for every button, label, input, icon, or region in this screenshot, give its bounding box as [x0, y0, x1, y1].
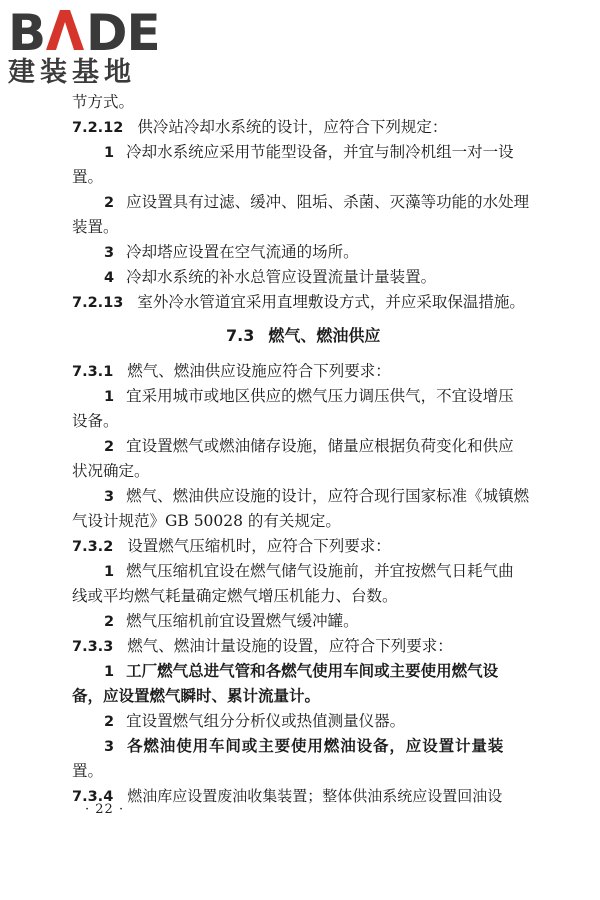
page-number: · 22 · — [85, 802, 125, 817]
clause-number: 7.3.4 — [72, 789, 114, 805]
list-item: 1 冷却水系统应采用节能型设备，并宜与制冷机组一对一设 — [104, 143, 514, 161]
text-line: 线或平均燃气耗量确定燃气增压机能力、台数。 — [72, 587, 398, 605]
list-item: 1 燃气压缩机宜设在燃气储气设施前，并宜按燃气日耗气曲 — [104, 562, 514, 580]
svg-text:B: B — [8, 4, 46, 56]
clause-7-3-3: 7.3.3 燃气、燃油计量设施的设置，应符合下列要求： — [72, 637, 453, 655]
svg-text:DE: DE — [86, 4, 160, 56]
clause-7-3-4: 7.3.4 燃油库应设置废油收集装置；整体供油系统应设置回油设 — [72, 787, 503, 805]
list-item: 4 冷却水系统的补水总管应设置流量计量装置。 — [104, 268, 437, 286]
clause-number: 7.2.12 — [72, 120, 124, 136]
text-line: 备，应设置燃气瞬时、累计流量计。 — [72, 686, 321, 705]
list-item: 2 应设置具有过滤、缓冲、阻垢、杀菌、灭藻等功能的水处理 — [104, 193, 530, 211]
clause-number: 7.3.2 — [72, 539, 114, 555]
list-item: 3 燃气、燃油供应设施的设计，应符合现行国家标准《城镇燃 — [104, 487, 530, 505]
list-item: 3 各燃油使用车间或主要使用燃油设备，应设置计量装 — [104, 736, 505, 755]
list-item: 3 冷却塔应设置在空气流通的场所。 — [104, 243, 359, 261]
clause-number: 7.3.1 — [72, 364, 114, 380]
text-line: 置。 — [72, 762, 104, 780]
list-item: 2 宜设置燃气组分分析仪或热值测量仪器。 — [104, 712, 406, 730]
clause-number: 7.2.13 — [72, 295, 124, 311]
text-line: 状况确定。 — [72, 462, 150, 480]
clause-7-2-12: 7.2.12 供冷站冷却水系统的设计，应符合下列规定： — [72, 118, 448, 136]
text-line: 装置。 — [72, 218, 119, 236]
text-line: 节方式。 — [72, 93, 135, 111]
list-item: 2 宜设置燃气或燃油储存设施，储量应根据负荷变化和供应 — [104, 437, 514, 455]
list-item: 2 燃气压缩机前宜设置燃气缓冲罐。 — [104, 612, 359, 630]
section-heading: 7.3 燃气、燃油供应 — [226, 326, 381, 345]
text-line: 置。 — [72, 168, 104, 186]
text-line: 设备。 — [72, 412, 119, 430]
clause-number: 7.3.3 — [72, 639, 114, 655]
logo-subtitle: 建装基地 — [8, 57, 136, 88]
text-line: 气设计规范》GB 50028 的有关规定。 — [72, 512, 341, 530]
list-item: 1 工厂燃气总进气管和各燃气使用车间或主要使用燃气设 — [104, 661, 499, 680]
clause-7-3-1: 7.3.1 燃气、燃油供应设施应符合下列要求： — [72, 362, 391, 380]
clause-7-3-2: 7.3.2 设置燃气压缩机时，应符合下列要求： — [72, 537, 391, 555]
clause-7-2-13: 7.2.13 室外冷水管道宜采用直埋敷设方式，并应采取保温措施。 — [72, 293, 525, 311]
list-item: 1 宜采用城市或地区供应的燃气压力调压供气，不宜设增压 — [104, 387, 514, 405]
